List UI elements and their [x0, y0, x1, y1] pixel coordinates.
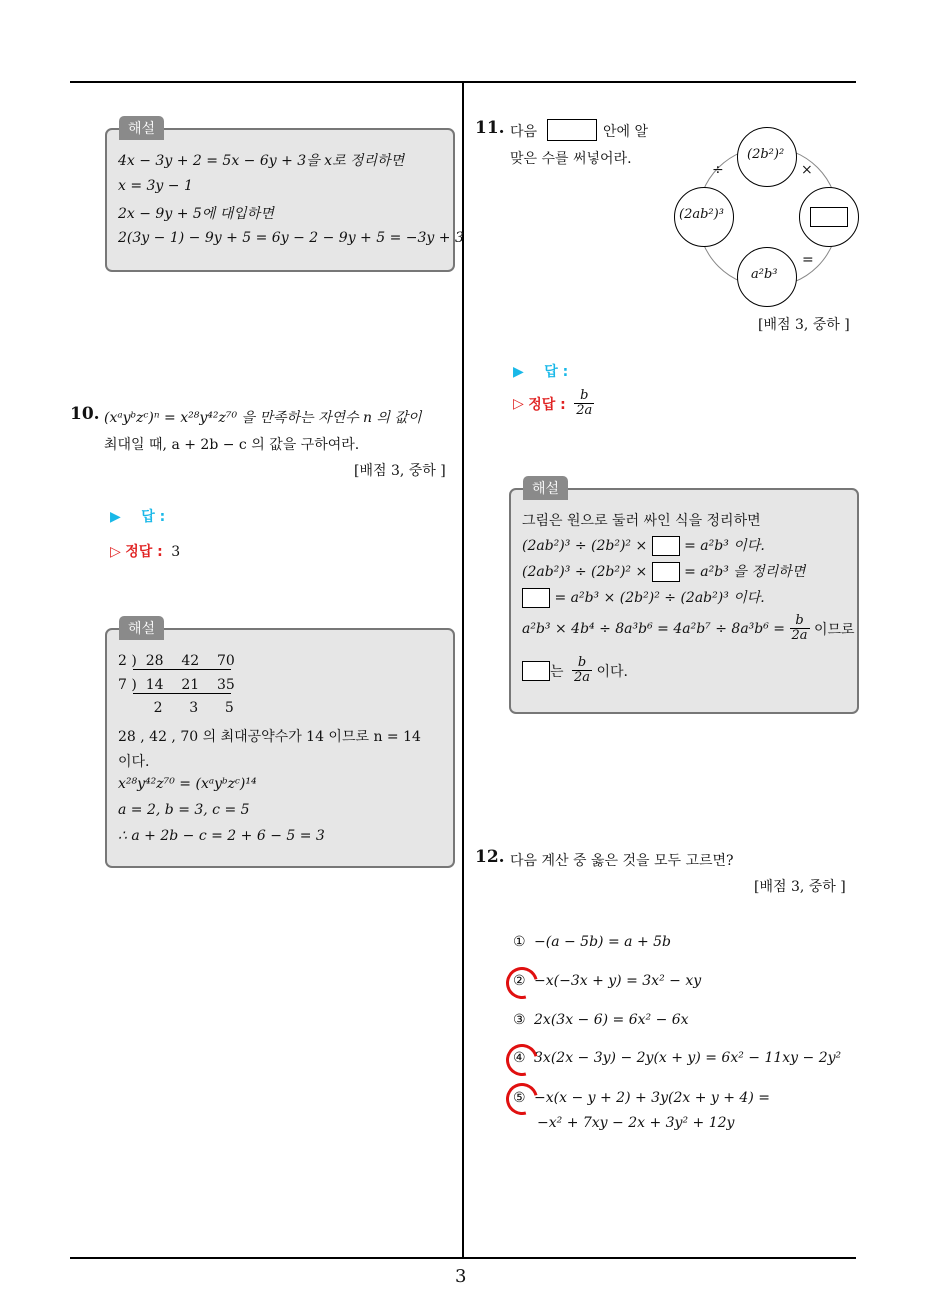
explanation-line: 2x − 9y + 5에 대입하면: [118, 206, 274, 222]
choice-1[interactable]: [513, 934, 671, 950]
division-underline: [133, 669, 231, 670]
choice-2[interactable]: [513, 973, 701, 989]
question-text: 안에 알: [603, 124, 649, 140]
explanation-tag: 해설: [119, 116, 164, 140]
answer-row: [110, 506, 165, 526]
explanation-tag: 해설: [523, 476, 568, 500]
choice-4[interactable]: [513, 1050, 841, 1066]
diagram-node-top: (2b²)²: [737, 127, 797, 187]
explanation-line: x = 3y − 1: [118, 178, 193, 194]
score-label: [배점 3, 중하 ]: [758, 317, 850, 333]
question-text: 맞은 수를 써넣어라.: [510, 151, 632, 167]
blank-box: [547, 119, 597, 141]
explanation-line: 이다.: [118, 754, 150, 770]
explanation-line: 28 , 42 , 70 의 최대공약수가 14 이므로 n = 14: [118, 729, 421, 745]
explanation-line: = a²b³ × (2b²)² ÷ (2ab²)³ 이다.: [522, 587, 765, 608]
choice-expr: −x(x − y + 2) + 3y(2x + y + 4) =: [534, 1090, 770, 1106]
question-number: 12.: [475, 847, 505, 867]
answer-label: 답 :: [141, 509, 166, 525]
explanation-line: (2ab²)³ ÷ (2b²)² × = a²b³ 을 정리하면: [522, 564, 806, 580]
question-number: 11.: [475, 118, 505, 138]
choice-mark: ③: [513, 1012, 526, 1028]
cycle-diagram: [670, 125, 860, 305]
choice-3[interactable]: [513, 1012, 689, 1028]
score-label: [배점 3, 중하 ]: [754, 879, 846, 895]
divide-operator: ÷: [712, 162, 724, 178]
explanation-line: a = 2, b = 3, c = 5: [118, 802, 250, 818]
blank-box: [522, 588, 550, 608]
question-text: 최대일 때, a + 2b − c 의 값을 구하여라.: [104, 437, 360, 453]
column-divider: [462, 83, 464, 1257]
correct-label: 정답 :: [528, 396, 566, 413]
division-row: 7 ) 14 21 35: [118, 677, 235, 693]
question-text: 다음: [510, 124, 538, 140]
explanation-line: a²b³ × 4b⁴ ÷ 8a³b⁶ = 4a²b⁷ ÷ 8a³b⁶ = $\frac{b}{2a}$ 이므로: [522, 613, 855, 644]
explanation-box-10: [105, 621, 455, 868]
choice-expr: 2x(3x − 6) = 6x² − 6x: [534, 1012, 689, 1028]
explanation-line: 그림은 원으로 둘러 싸인 식을 정리하면: [522, 513, 761, 529]
blank-box: [522, 661, 550, 681]
choice-expr: −(a − 5b) = a + 5b: [534, 934, 671, 950]
choice-expr: −x(−3x + y) = 3x² − xy: [534, 973, 702, 989]
question-text: (xᵃyᵇzᶜ)ⁿ = x²⁸y⁴²z⁷⁰ 을 만족하는 자연수 n 의 값이: [104, 410, 422, 426]
answer-label: 답 :: [544, 364, 569, 380]
choice-mark: ④: [513, 1050, 526, 1066]
division-row: 2 ) 28 42 70: [118, 653, 235, 669]
division-underline: [133, 693, 231, 694]
correct-fraction: $\frac{b}{2a}$: [576, 388, 593, 419]
choice-5[interactable]: [513, 1090, 770, 1106]
page-number: 3: [455, 1266, 467, 1287]
division-row: 2 3 5: [118, 700, 234, 716]
fraction: $\frac{b}{2a}$: [791, 613, 808, 644]
explanation-tag: 해설: [119, 616, 164, 640]
fraction: $\frac{b}{2a}$: [573, 655, 591, 686]
explanation-line: ∴ a + 2b − c = 2 + 6 − 5 = 3: [118, 828, 325, 844]
multiply-operator: ×: [801, 162, 813, 178]
explanation-line: 2(3y − 1) − 9y + 5 = 6y − 2 − 9y + 5 = −3y + 3: [118, 230, 464, 246]
diagram-node-left: (2ab²)³: [674, 187, 734, 247]
question-text: 다음 계산 중 옳은 것을 모두 고르면?: [510, 853, 734, 869]
bottom-rule: [70, 1257, 856, 1259]
correct-answer-row: [110, 541, 180, 561]
choice-mark: ⑤: [513, 1090, 526, 1106]
blank-box: [652, 536, 680, 556]
correct-value: 3: [171, 544, 181, 560]
score-label: [배점 3, 중하 ]: [354, 463, 446, 479]
question-number: 10.: [70, 404, 100, 424]
diagram-blank: [810, 207, 848, 227]
diagram-node-bottom: a²b³: [737, 247, 797, 307]
equals-operator: =: [802, 252, 814, 268]
triangle-icon: ▷: [110, 544, 121, 560]
choice-expr: 3x(2x − 3y) − 2y(x + y) = 6x² − 11xy − 2y²: [534, 1050, 842, 1066]
play-icon: ▶: [513, 364, 524, 380]
correct-label: 정답 :: [125, 544, 163, 560]
play-icon: ▶: [110, 509, 121, 525]
triangle-icon: ▷: [513, 395, 524, 412]
explanation-line: (2ab²)³ ÷ (2b²)² × = a²b³ 이다.: [522, 538, 765, 554]
choice-mark: ②: [513, 973, 526, 989]
explanation-line: x²⁸y⁴²z⁷⁰ = (xᵃyᵇzᶜ)¹⁴: [118, 776, 257, 792]
explanation-line: 는 $\frac{b}{2a}$ 이다.: [522, 656, 628, 686]
explanation-box-9: [105, 121, 464, 272]
answer-row: [513, 361, 568, 381]
diagram-node-right: [799, 187, 859, 247]
correct-answer-row: [513, 389, 594, 419]
blank-box: [652, 562, 680, 582]
explanation-box-11: [509, 481, 859, 714]
explanation-line: 4x − 3y + 2 = 5x − 6y + 3을 x로 정리하면: [118, 153, 405, 169]
choice-mark: ①: [513, 934, 526, 950]
choice-5-continued: −x² + 7xy − 2x + 3y² + 12y: [537, 1115, 735, 1131]
